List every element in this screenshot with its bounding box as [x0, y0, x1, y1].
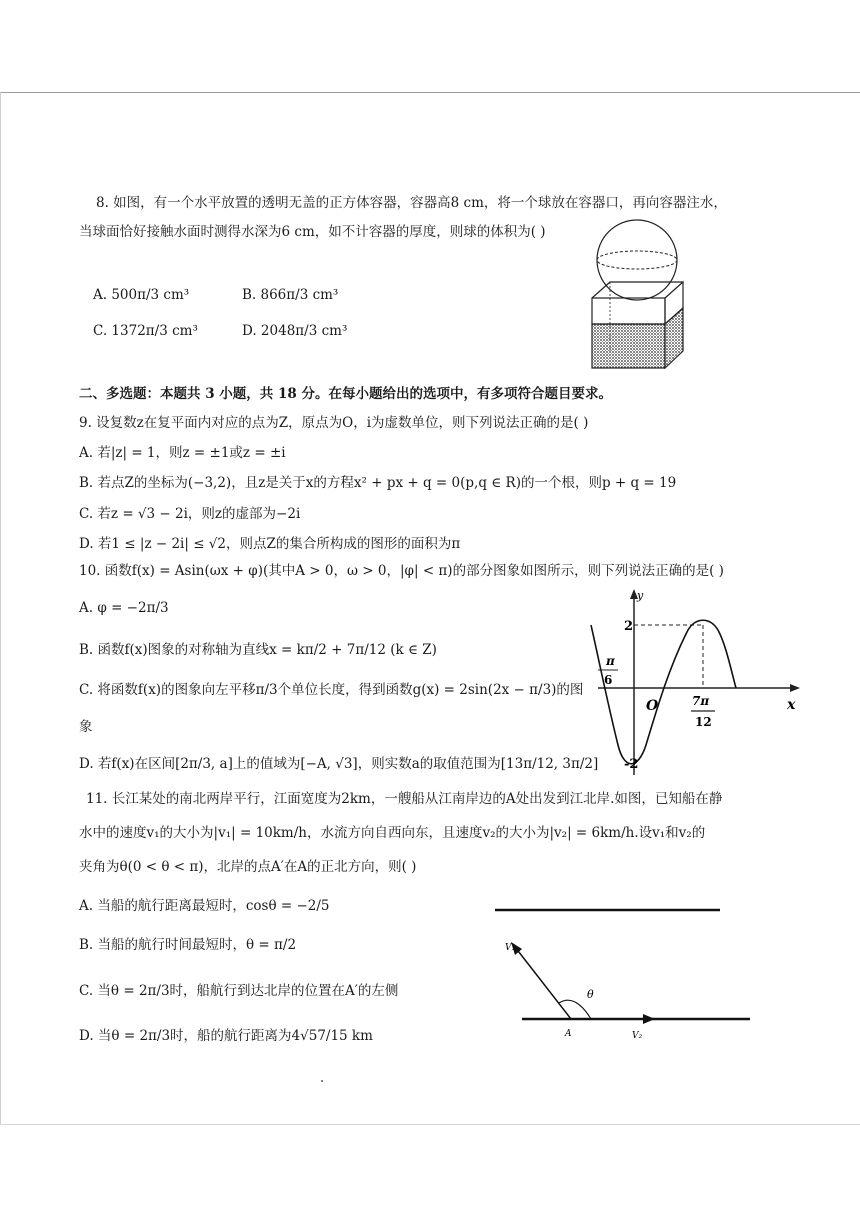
q11-option-a: A. 当船的航行距离最短时，cosθ = −2/5	[79, 898, 330, 914]
q8-option-d: D. 2048π/3 cm³	[242, 323, 348, 339]
q10-stem: 10. 函数f(x) = Asin(ωx + φ)(其中A > 0，ω > 0，|φ| < π)的部分图象如图所示，则下列说法正确的是( )	[79, 563, 724, 579]
y-min-label: -2	[624, 757, 639, 772]
x-axis-arrow	[790, 684, 800, 692]
q9-option-d: D. 若1 ≤ |z − 2i| ≤ √2，则点Z的集合所构成的图形的面积为π	[79, 536, 461, 552]
neg-x-label-denominator: 6	[604, 673, 613, 687]
q8-option-b: B. 866π/3 cm³	[242, 287, 339, 303]
q11-stem-line1: 11. 长江某处的南北两岸平行，江面宽度为2km，一艘船从江南岸边的A处出发到江北岸.如图，已知船在静	[86, 791, 723, 807]
q9-option-c: C. 若z = √3 − 2i，则z的虚部为−2i	[79, 506, 301, 522]
v2-arrowhead	[643, 1014, 655, 1024]
q8-option-c: C. 1372π/3 cm³	[93, 323, 198, 339]
origin-label: O	[646, 698, 659, 714]
velocity-figure	[495, 895, 760, 1045]
sine-graph-figure	[588, 585, 808, 780]
q10-option-a: A. φ = −2π/3	[79, 600, 169, 616]
page-top-border	[0, 92, 860, 93]
q9-option-a: A. 若|z| = 1，则z = ±1或z = ±i	[79, 445, 286, 461]
x-axis-label: x	[787, 697, 796, 713]
q11-stem-line2: 水中的速度v₁的大小为|v₁| = 10km/h，水流方向自西向东，且速度v₂的大小为|v₂| = 6km/h.设v₁和v₂的	[79, 825, 706, 841]
theta-label: θ	[587, 988, 594, 1001]
point-a-label: A	[565, 1029, 572, 1039]
q8-stem-line2: 当球面恰好接触水面时测得水深为6 cm，如不计容器的厚度，则球的体积为( )	[79, 224, 546, 240]
q11-option-b: B. 当船的航行时间最短时，θ = π/2	[79, 937, 297, 953]
neg-x-label-numerator: π	[606, 654, 615, 668]
y-max-label: 2	[624, 619, 634, 634]
q10-option-c-continued: 象	[79, 719, 93, 735]
q10-option-c: C. 将函数f(x)的图象向左平移π/3个单位长度，得到函数g(x) = 2sin(2x − π/3)的图	[79, 682, 584, 698]
q11-option-c: C. 当θ = 2π/3时，船航行到达北岸的位置在A′的左侧	[79, 983, 399, 999]
stray-dot	[321, 1080, 323, 1082]
v1-vector	[515, 947, 571, 1019]
sine-curve	[591, 620, 736, 764]
q11-stem-line3: 夹角为θ(0 < θ < π)，北岸的点A′在A的正北方向，则( )	[79, 859, 417, 875]
page-bottom-border	[0, 1124, 860, 1125]
pos-x-label-numerator: 7π	[692, 694, 710, 708]
v2-label: V₂	[632, 1031, 643, 1041]
q10-option-b: B. 函数f(x)图象的对称轴为直线x = kπ/2 + 7π/12 (k ∈ Z)	[79, 642, 437, 658]
page-left-border	[0, 92, 1, 1125]
q8-stem-line1: 8. 如图，有一个水平放置的透明无盖的正方体容器，容器高8 cm，将一个球放在容器口，再向容器注水，	[96, 195, 727, 211]
q9-option-b: B. 若点Z的坐标为(−3,2)，且z是关于x的方程x² + px + q = 0(p,q ∈ R)的一个根，则p + q = 19	[79, 475, 677, 491]
q11-option-d: D. 当θ = 2π/3时，船的航行距离为4√57/15 km	[79, 1028, 373, 1044]
pos-x-label-denominator: 12	[695, 715, 712, 729]
q8-option-a: A. 500π/3 cm³	[93, 287, 190, 303]
y-axis-label: y	[637, 589, 644, 602]
q10-option-d: D. 若f(x)在区间[2π/3, a]上的值域为[−A, √3]，则实数a的取值范围为[13π/12, 3π/2]	[79, 756, 599, 772]
cube-sphere-figure	[585, 216, 705, 371]
v1-label: V₁	[505, 943, 516, 953]
section2-title: 二、多选题：本题共 3 小题，共 18 分。在每小题给出的选项中，有多项符合题目要求。	[79, 386, 612, 402]
q9-stem: 9. 设复数z在复平面内对应的点为Z，原点为O，i为虚数单位，则下列说法正确的是( )	[79, 415, 589, 431]
